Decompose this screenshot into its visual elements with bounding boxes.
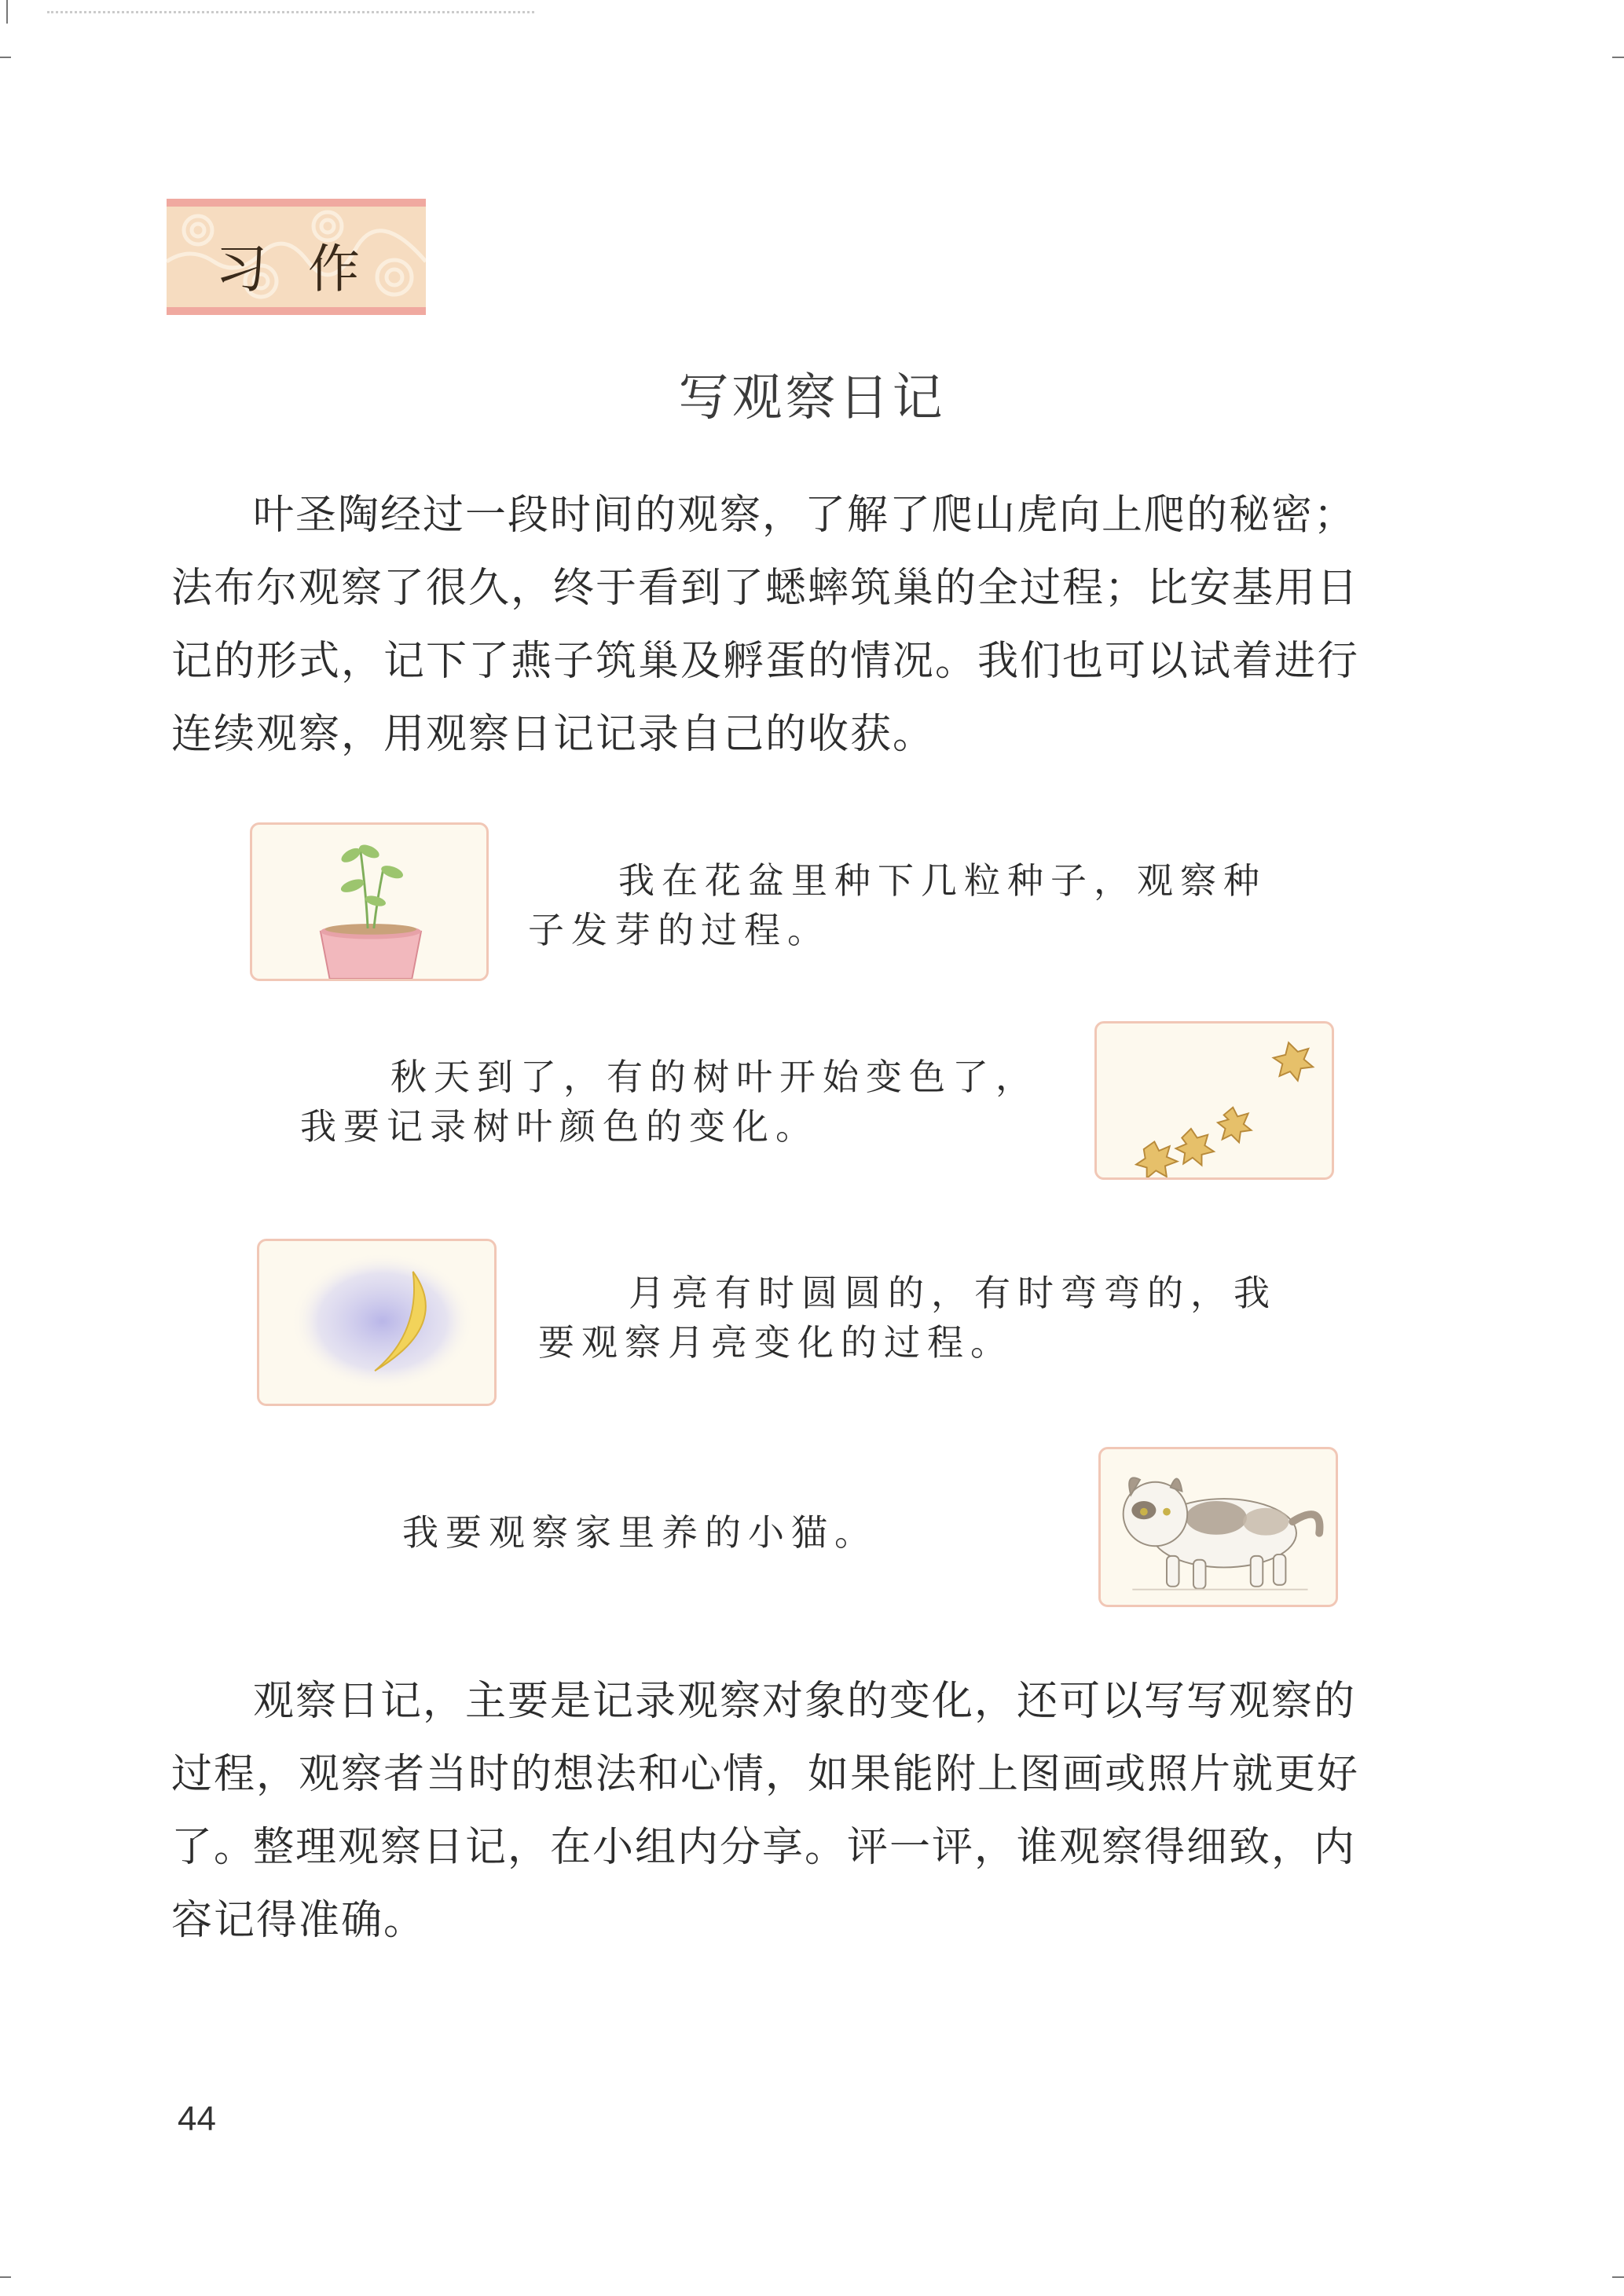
kitten-illustration — [1098, 1447, 1338, 1607]
page-title: 写观察日记 — [678, 369, 946, 427]
section-label: 习作 — [215, 239, 401, 299]
cat-icon — [1101, 1449, 1336, 1605]
autumn-leaves-illustration — [1094, 1021, 1334, 1180]
seedling-icon — [252, 825, 486, 979]
caption-line: 秋天到了，有的树叶开始变色了， — [390, 1056, 1039, 1098]
caption-line: 子发芽的过程。 — [528, 909, 830, 951]
example-caption-4 — [402, 1508, 1031, 1558]
crop-mark-top-left — [6, 0, 8, 24]
intro-paragraph: 叶圣陶经过一段时间的观察，了解了爬山虎向上爬的秘密；法布尔观察了很久，终于看到了蟋蟀筑巢的全过程；比安基用日记的形式，记下了燕子筑巢及孵蛋的情况。我们也可以试着进行连续观察，用观察日记记录自己的收获。 — [171, 492, 1360, 758]
page-number: 44 — [178, 2100, 216, 2138]
crop-mark-left — [0, 57, 11, 58]
caption-line: 我在花盆里种下几粒种子，观察种 — [618, 859, 1267, 902]
example-caption-2 — [300, 1053, 1054, 1152]
seedling-pot-illustration — [250, 822, 489, 981]
scan-header-strip — [47, 11, 534, 31]
paragraph-share: 整理观察日记，在小组内分享。评一评，谁观察得细致，内容记得准确。 — [171, 1824, 1357, 1944]
paragraph-observation-diary: 观察日记，主要是记录观察对象的变化，还可以写写观察的过程，观察者当时的想法和心情，如果能附上图画或照片就更好了。 — [171, 1678, 1360, 1871]
caption-line: 我要观察家里养的小猫。 — [402, 1511, 878, 1554]
crescent-moon-icon — [259, 1241, 494, 1404]
crescent-moon-illustration — [257, 1239, 497, 1406]
caption-line: 我要记录树叶颜色的变化。 — [300, 1105, 819, 1148]
caption-line: 月亮有时圆圆的，有时弯弯的，我 — [629, 1272, 1277, 1314]
example-caption-3 — [538, 1269, 1308, 1368]
section-badge — [167, 199, 426, 315]
crop-mark-top-right — [1612, 57, 1624, 58]
crop-mark-bottom-left — [0, 2276, 11, 2278]
leaves-icon — [1097, 1023, 1332, 1177]
example-caption-1 — [528, 856, 1298, 955]
crop-mark-bottom-right — [1612, 2276, 1624, 2278]
caption-line: 要观察月亮变化的过程。 — [538, 1321, 1014, 1364]
